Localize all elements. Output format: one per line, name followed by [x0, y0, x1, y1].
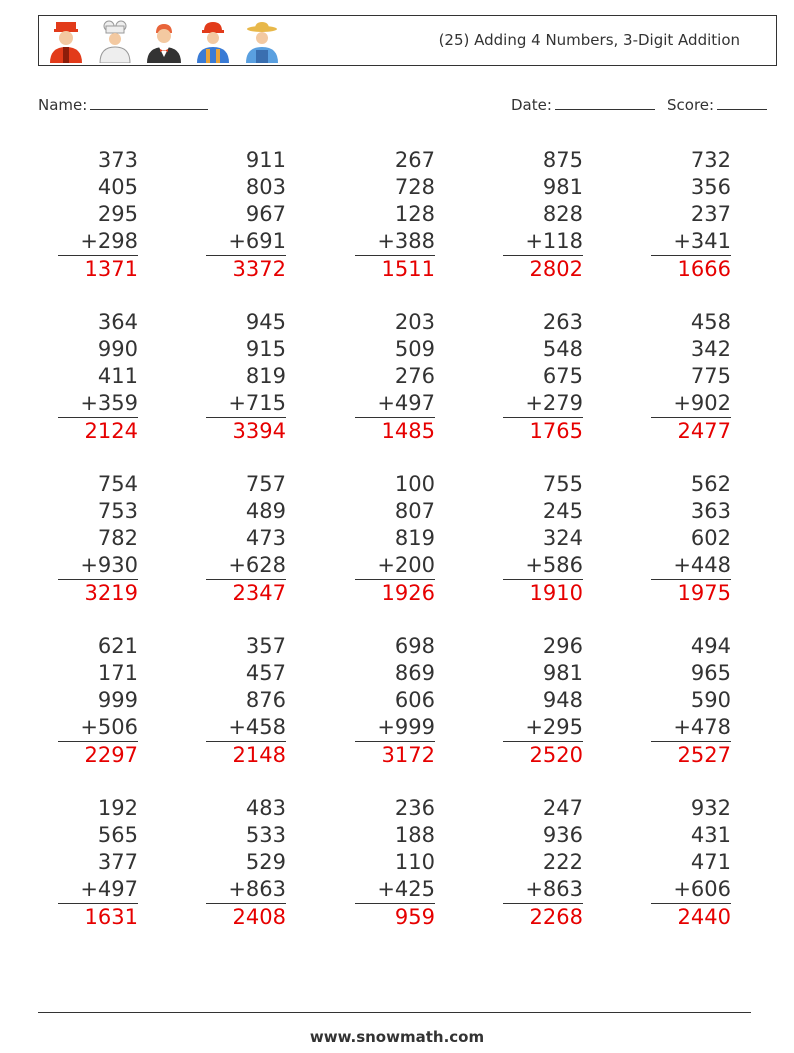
addend-with-plus: +863 [206, 876, 286, 904]
addend: 782 [97, 526, 138, 550]
addition-problem [503, 471, 583, 607]
date-blank[interactable] [555, 93, 655, 110]
addend: 911 [245, 148, 286, 172]
answer: 1926 [381, 581, 435, 605]
footer-website: www.snowmath.com [309, 1028, 485, 1046]
answer: 1371 [84, 257, 138, 281]
addend-with-plus: +359 [58, 390, 138, 418]
name-blank[interactable] [90, 93, 208, 110]
addend: 457 [245, 661, 286, 685]
addend: 819 [394, 526, 435, 550]
score-blank[interactable] [717, 93, 767, 110]
addend: 276 [394, 364, 435, 388]
addend-with-plus: +478 [651, 714, 731, 742]
addend: 621 [97, 634, 138, 658]
addition-problem [651, 309, 731, 445]
addend-with-plus: +497 [355, 390, 435, 418]
addend: 757 [245, 472, 286, 496]
addition-problem [355, 147, 435, 283]
addend: 965 [690, 661, 731, 685]
addend-with-plus: +118 [503, 228, 583, 256]
addend: 936 [542, 823, 583, 847]
addend: 473 [245, 526, 286, 550]
addition-problem [355, 795, 435, 931]
answer: 1631 [84, 905, 138, 929]
addend-with-plus: +863 [503, 876, 583, 904]
addend: 377 [97, 850, 138, 874]
name-field [38, 93, 208, 114]
answer: 2408 [232, 905, 286, 929]
addend: 675 [542, 364, 583, 388]
addend: 494 [690, 634, 731, 658]
addend: 602 [690, 526, 731, 550]
addition-problem [355, 309, 435, 445]
score-field [667, 93, 767, 114]
addend: 915 [245, 337, 286, 361]
addend: 932 [690, 796, 731, 820]
addend-with-plus: +715 [206, 390, 286, 418]
header-box [38, 15, 777, 66]
addend: 342 [690, 337, 731, 361]
addend: 363 [690, 499, 731, 523]
answer: 2440 [677, 905, 731, 929]
addend: 471 [690, 850, 731, 874]
addend: 373 [97, 148, 138, 172]
answer: 2527 [677, 743, 731, 767]
addend: 529 [245, 850, 286, 874]
answer: 1910 [529, 581, 583, 605]
addend: 948 [542, 688, 583, 712]
addition-problem [58, 309, 138, 445]
answer: 2148 [232, 743, 286, 767]
addend-with-plus: +295 [503, 714, 583, 742]
score-label: Score: [667, 96, 715, 114]
addition-problem [58, 795, 138, 931]
addend: 875 [542, 148, 583, 172]
addition-problem [58, 471, 138, 607]
answer: 1666 [677, 257, 731, 281]
answer: 3394 [232, 419, 286, 443]
addend: 458 [690, 310, 731, 334]
addend: 489 [245, 499, 286, 523]
addend-with-plus: +497 [58, 876, 138, 904]
addend: 247 [542, 796, 583, 820]
answer: 2802 [529, 257, 583, 281]
addend: 110 [394, 850, 435, 874]
addend: 755 [542, 472, 583, 496]
addend: 565 [97, 823, 138, 847]
addition-problem [206, 309, 286, 445]
answer: 2297 [84, 743, 138, 767]
addend: 728 [394, 175, 435, 199]
answer: 3172 [381, 743, 435, 767]
date-field [511, 93, 655, 114]
addend: 405 [97, 175, 138, 199]
answer: 1765 [529, 419, 583, 443]
addend: 324 [542, 526, 583, 550]
footer-divider [38, 1012, 751, 1013]
addend: 606 [394, 688, 435, 712]
date-label: Date: [511, 96, 552, 114]
addend: 876 [245, 688, 286, 712]
addend: 981 [542, 661, 583, 685]
addition-problem [206, 795, 286, 931]
addend: 296 [542, 634, 583, 658]
answer: 2520 [529, 743, 583, 767]
addend: 171 [97, 661, 138, 685]
bellhop-avatar-icon [44, 19, 88, 63]
addition-problem [58, 633, 138, 769]
addition-problem [651, 471, 731, 607]
answer: 2347 [232, 581, 286, 605]
addend: 967 [245, 202, 286, 226]
addend: 869 [394, 661, 435, 685]
addend: 828 [542, 202, 583, 226]
addend: 807 [394, 499, 435, 523]
addend-with-plus: +425 [355, 876, 435, 904]
addend-with-plus: +691 [206, 228, 286, 256]
chef-avatar-icon [93, 19, 137, 63]
addition-problem [206, 147, 286, 283]
addend-with-plus: +341 [651, 228, 731, 256]
addend-with-plus: +606 [651, 876, 731, 904]
addition-problem [355, 471, 435, 607]
addition-problem [503, 309, 583, 445]
addend: 267 [394, 148, 435, 172]
addend-with-plus: +628 [206, 552, 286, 580]
addend-with-plus: +448 [651, 552, 731, 580]
avatar-row [44, 19, 284, 63]
answer: 1511 [381, 257, 435, 281]
addend-with-plus: +279 [503, 390, 583, 418]
addend: 188 [394, 823, 435, 847]
answer: 2477 [677, 419, 731, 443]
addend-with-plus: +506 [58, 714, 138, 742]
addend: 754 [97, 472, 138, 496]
addend: 356 [690, 175, 731, 199]
addition-problem [503, 147, 583, 283]
addend-with-plus: +902 [651, 390, 731, 418]
addend: 562 [690, 472, 731, 496]
farmer-avatar-icon [240, 19, 284, 63]
addend: 775 [690, 364, 731, 388]
addend: 483 [245, 796, 286, 820]
answer: 1485 [381, 419, 435, 443]
addition-problem [651, 633, 731, 769]
addend-with-plus: +200 [355, 552, 435, 580]
answer: 2268 [529, 905, 583, 929]
addition-problem [58, 147, 138, 283]
addend-with-plus: +999 [355, 714, 435, 742]
addend: 236 [394, 796, 435, 820]
addend: 753 [97, 499, 138, 523]
addend: 357 [245, 634, 286, 658]
addend-with-plus: +388 [355, 228, 435, 256]
addend: 411 [97, 364, 138, 388]
addition-problem [206, 471, 286, 607]
name-label: Name: [38, 96, 88, 114]
answer: 959 [394, 905, 435, 929]
addition-problem [503, 633, 583, 769]
addend: 128 [394, 202, 435, 226]
waiter-avatar-icon [142, 19, 186, 63]
addend: 192 [97, 796, 138, 820]
addition-problem [651, 795, 731, 931]
addend: 222 [542, 850, 583, 874]
addend: 990 [97, 337, 138, 361]
addition-problem [206, 633, 286, 769]
addend: 732 [690, 148, 731, 172]
addend: 999 [97, 688, 138, 712]
answer: 3372 [232, 257, 286, 281]
addend: 237 [690, 202, 731, 226]
addition-problem [503, 795, 583, 931]
worksheet-title: (25) Adding 4 Numbers, 3-Digit Addition [438, 31, 740, 49]
addition-problem [355, 633, 435, 769]
addend: 245 [542, 499, 583, 523]
addend: 295 [97, 202, 138, 226]
addend: 981 [542, 175, 583, 199]
addend: 203 [394, 310, 435, 334]
addition-problem [651, 147, 731, 283]
addend: 509 [394, 337, 435, 361]
addend: 819 [245, 364, 286, 388]
addend-with-plus: +586 [503, 552, 583, 580]
addend: 548 [542, 337, 583, 361]
addend: 100 [394, 472, 435, 496]
addend: 263 [542, 310, 583, 334]
addend: 945 [245, 310, 286, 334]
answer: 3219 [84, 581, 138, 605]
addend: 698 [394, 634, 435, 658]
addend: 431 [690, 823, 731, 847]
worker-avatar-icon [191, 19, 235, 63]
answer: 1975 [677, 581, 731, 605]
addend-with-plus: +930 [58, 552, 138, 580]
addend-with-plus: +298 [58, 228, 138, 256]
addend: 364 [97, 310, 138, 334]
answer: 2124 [84, 419, 138, 443]
addend-with-plus: +458 [206, 714, 286, 742]
addend: 803 [245, 175, 286, 199]
addend: 533 [245, 823, 286, 847]
addend: 590 [690, 688, 731, 712]
